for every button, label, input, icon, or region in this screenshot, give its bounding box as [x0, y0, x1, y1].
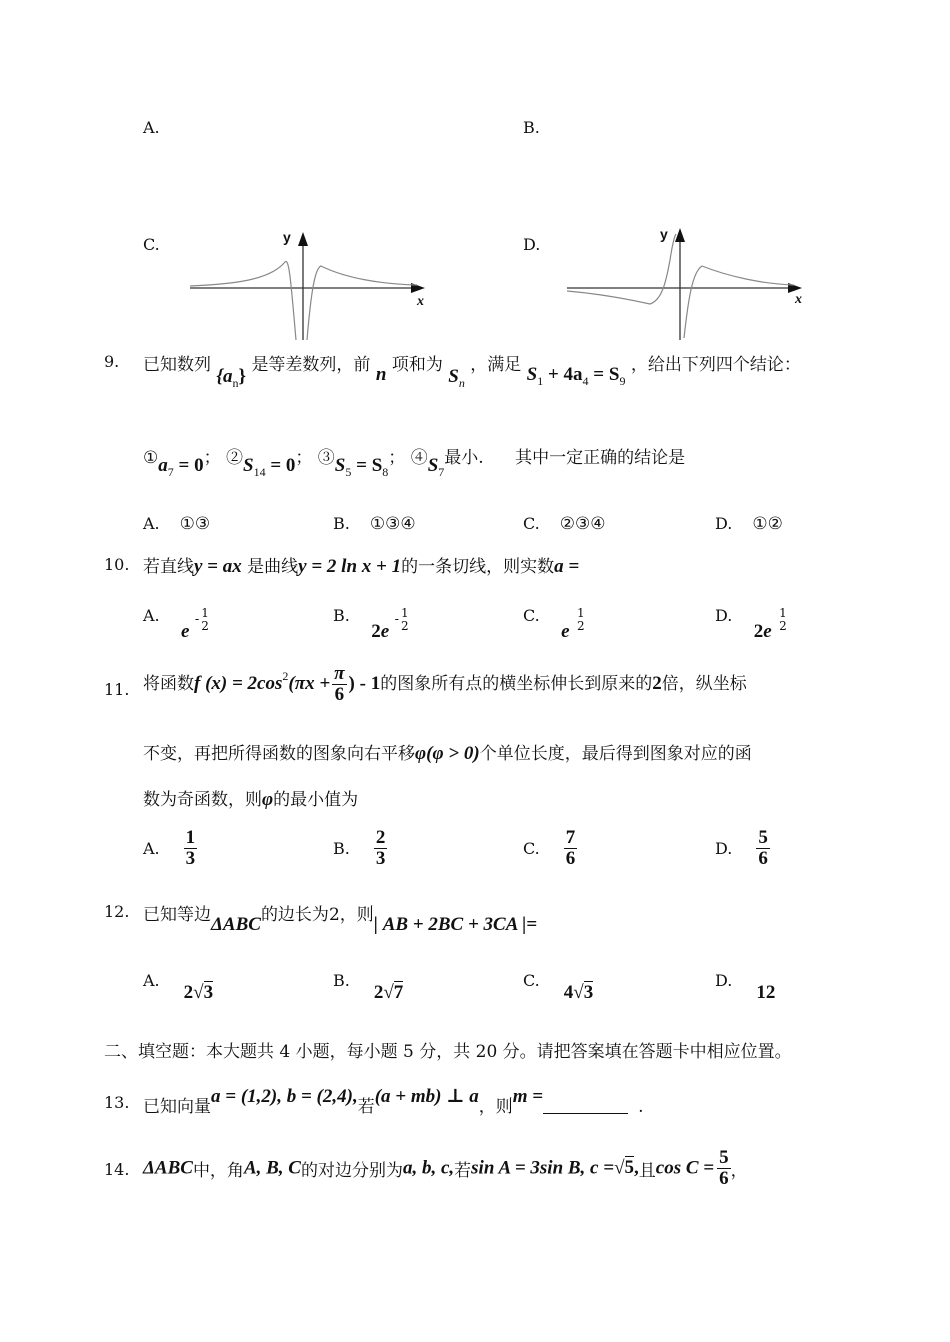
section2-heading: 二、填空题：本大题共 4 小题，每小题 5 分，共 20 分。请把答案填在答题卡中相应位置。	[104, 1042, 792, 1062]
q11-pi-den: 6	[334, 683, 345, 705]
q12-option-a-coef: 2	[183, 982, 194, 1003]
q11-inner: (πx +	[288, 672, 331, 694]
q11-option-c	[523, 828, 577, 869]
q13-stem	[143, 1082, 644, 1117]
q9-tail: 其中一定正确的结论是	[515, 448, 686, 468]
q9-c3-sub2: 8	[382, 465, 389, 479]
q9-seq: {a	[216, 366, 233, 387]
q12-text3: ，则	[339, 905, 374, 925]
q11-f: f (x) = 2cos	[194, 672, 283, 694]
q9-cond-s1-sub: 1	[537, 374, 544, 388]
q10-stem	[143, 552, 579, 578]
q10-option-c-den: 2	[577, 618, 585, 633]
q10-option-c-num: 1	[577, 606, 585, 620]
q11-number: 11.	[104, 680, 130, 699]
q9-option-d-value: ①②	[752, 514, 783, 534]
q13-text2: 若	[357, 1097, 375, 1117]
q9-option-a-value: ①③	[179, 514, 211, 534]
q11-option-c-den: 6	[565, 847, 576, 869]
q9-S-sub: n	[458, 376, 465, 390]
q8-option-c: C.	[143, 235, 160, 254]
q10-text3: 的一条切线，则实数	[401, 557, 555, 577]
graph-d	[562, 222, 812, 344]
graph-c-y-label: y	[283, 229, 291, 245]
q9-option-a	[143, 514, 210, 534]
q9-c2-s: S	[242, 455, 254, 476]
q12-option-b-coef: 2	[373, 982, 384, 1003]
q14-comma: ,	[634, 1157, 639, 1179]
q13-answer-blank[interactable]	[543, 1113, 628, 1114]
q9-c3-mark: ③	[317, 448, 335, 468]
q9-c1-eq: = 0	[173, 455, 204, 476]
q12-option-c-label: C.	[523, 971, 540, 990]
q9-c2-mark: ②	[225, 448, 243, 468]
q9-option-b	[333, 514, 416, 534]
q10-option-a	[143, 605, 209, 643]
q14-den: 6	[719, 1167, 729, 1189]
q9-c3-eq: = S	[351, 455, 383, 476]
q14-sides: a, b, c,	[402, 1157, 455, 1179]
q9-option-c-label: C.	[523, 514, 540, 533]
q11-phi-cond: φ(φ > 0)	[415, 743, 480, 764]
q14-cond: sin A = 3sin B, c =	[471, 1157, 615, 1179]
q11-pi-num: π	[334, 663, 345, 684]
q9-option-a-label: A.	[143, 514, 160, 533]
q12-option-a: A.2√3	[143, 971, 214, 1003]
q12-stem	[143, 900, 538, 935]
q11-two: 2	[652, 672, 662, 694]
q11-stem-line2	[143, 739, 752, 765]
q12-text2: 的边长为	[260, 905, 329, 925]
q12-option-b: B.2√7	[333, 971, 404, 1003]
q9-sep1: ；	[203, 448, 221, 468]
graph-d-curve-right	[684, 266, 794, 338]
q9-text1: 已知数列	[143, 355, 211, 375]
q10-option-b-label: B.	[333, 606, 350, 626]
q14-num: 5	[719, 1147, 729, 1168]
q11-option-a-num: 1	[185, 827, 196, 848]
q12-option-c-coef: 4	[563, 982, 574, 1003]
q9-text5: ，给出下列四个结论：	[630, 355, 801, 375]
q9-conclusions	[143, 443, 686, 479]
q11-line2a: 不变，再把所得函数的图象向右平移	[143, 744, 415, 764]
q14-angles: A, B, C	[243, 1157, 301, 1179]
q10-option-b-coef: 2	[371, 621, 381, 643]
q14-stem: ΔABC中，角A, B, C的对边分别为a, b, c,若sin A = 3sin B, c =√5,且cos C = $\frac{5}{6}$ ，	[143, 1147, 748, 1189]
q13-m: m =	[512, 1086, 544, 1107]
q11-option-c-num: 7	[565, 827, 576, 848]
q10-option-b-base: e	[380, 621, 390, 643]
q11-option-d-label: D.	[715, 838, 733, 858]
q13-end: .	[638, 1097, 644, 1117]
q13-vecs: a = (1,2), b = (2,4),	[211, 1086, 358, 1107]
q12-expr: | AB + 2BC + 3CA |=	[373, 914, 538, 935]
q9-option-b-value: ①③④	[369, 514, 416, 534]
q10-option-a-sign: -	[194, 612, 200, 628]
q9-c4-s: S	[427, 455, 439, 476]
q9-option-d	[715, 514, 783, 534]
q11-option-a	[143, 828, 197, 869]
q11-option-a-den: 3	[185, 847, 196, 869]
q12-option-d-label: D.	[715, 971, 733, 990]
q12-text1: 已知等边	[143, 905, 211, 925]
q11-text3: 倍，纵坐标	[661, 673, 747, 694]
q10-option-a-num: 1	[201, 606, 209, 620]
q10-a: a =	[554, 556, 580, 577]
q13-cond: (a + mb) ⊥ a	[374, 1086, 479, 1107]
q9-c1-a: a	[158, 455, 168, 476]
q11-line3a: 数为奇函数，则	[143, 790, 262, 810]
q9-cond-s1: S	[526, 364, 538, 385]
q14-text1: 中，角	[192, 1160, 244, 1181]
q12-option-c-rad: 3	[583, 982, 594, 1003]
q10-option-d-label: D.	[715, 606, 733, 626]
q11-option-d-num: 5	[758, 827, 768, 848]
q9-cond-plus: + 4a	[543, 364, 583, 385]
q10-option-d-coef: 2	[753, 621, 764, 643]
q11-phi: φ	[262, 789, 274, 810]
q9-c1-sub: 7	[167, 465, 174, 479]
q13-number: 13.	[104, 1093, 130, 1112]
q10-option-b-sign: -	[394, 612, 399, 628]
graph-c-y-arrow	[298, 232, 308, 246]
q10-option-c-label: C.	[523, 606, 540, 626]
q9-c3-sub: 5	[345, 465, 352, 479]
q11-option-d-den: 6	[758, 847, 768, 869]
q14-tri: ΔABC	[143, 1157, 193, 1179]
q14-number: 14.	[104, 1160, 130, 1179]
q9-text4: ，满足	[470, 355, 522, 375]
q11-option-c-label: C.	[523, 838, 540, 858]
graph-c	[185, 222, 435, 344]
q9-cond-a-sub: 4	[582, 374, 589, 388]
q10-option-d-base: e	[763, 621, 772, 643]
q13-text1: 已知向量	[143, 1097, 211, 1117]
q11-sq: 2	[282, 668, 289, 683]
q11-option-b-label: B.	[333, 838, 350, 858]
q10-text2: 是曲线	[247, 557, 299, 577]
q9-seq-close: }	[238, 366, 247, 387]
q9-text2: 是等差数列，前	[251, 355, 371, 375]
q10-text1: 若直线	[143, 557, 194, 577]
q10-option-b	[333, 605, 409, 643]
q12-option-b-rad: 7	[393, 982, 404, 1003]
q10-option-d-den: 2	[779, 618, 787, 633]
q9-number: 9.	[104, 352, 120, 371]
graph-d-x-label: x	[795, 292, 802, 307]
q9-sep2: ；	[295, 448, 313, 468]
q8-option-b: B.	[523, 118, 540, 137]
q10-option-c-base: e	[561, 621, 570, 643]
q9-option-c	[523, 514, 606, 534]
q9-stem	[143, 350, 801, 390]
q11-option-b-num: 2	[375, 827, 386, 848]
q13-text3: ，则	[478, 1097, 513, 1117]
q10-option-d	[715, 605, 787, 643]
q9-text3: 项和为	[391, 355, 443, 375]
q14-cos: cos C =	[655, 1157, 715, 1179]
q11-tail-f: ) - 1	[348, 672, 381, 694]
q8-option-a: A.	[143, 118, 160, 137]
q10-option-a-base: e	[181, 621, 190, 643]
q12-number: 12.	[104, 902, 130, 921]
q12-len: 2	[328, 905, 340, 925]
q12-option-b-label: B.	[333, 971, 350, 990]
q9-option-c-value: ②③④	[559, 514, 606, 534]
q9-c2-sub: 14	[253, 465, 266, 479]
q12-option-d	[715, 970, 776, 1003]
q11-option-d	[715, 828, 770, 869]
q12-option-d-value: 12	[756, 982, 776, 1003]
q11-option-a-label: A.	[143, 838, 160, 858]
q10-option-a-den: 2	[201, 618, 209, 633]
q10-option-b-den: 2	[401, 618, 409, 633]
graph-d-curve-left	[567, 234, 676, 304]
q9-option-d-label: D.	[715, 514, 733, 533]
q12-option-a-label: A.	[143, 971, 160, 990]
q12-tri: ΔABC	[211, 914, 261, 935]
q12-option-a-rad: 3	[203, 982, 214, 1003]
graph-d-y-arrow	[675, 228, 685, 242]
graph-d-y-label: y	[660, 226, 668, 242]
q11-option-b	[333, 828, 387, 869]
q9-c3-s: S	[334, 455, 346, 476]
q9-c4-text: 最小.	[444, 448, 484, 468]
q10-option-d-num: 1	[779, 606, 787, 620]
q9-c2-eq: = 0	[265, 455, 296, 476]
q9-sep3: ；	[388, 448, 406, 468]
q10-line: y = ax	[194, 556, 242, 577]
q14-text2: 的对边分别为	[300, 1160, 403, 1181]
graph-c-x-label: x	[417, 294, 424, 309]
q9-c4-sub: 7	[438, 465, 445, 479]
q11-line2b: 个单位长度，最后得到图象对应的函	[479, 744, 752, 764]
q11-line3b: 的最小值为	[273, 790, 359, 810]
q11-stem-line1	[143, 664, 747, 705]
q10-number: 10.	[104, 555, 130, 574]
q11-option-b-den: 3	[375, 847, 386, 869]
q14-text4: 且	[638, 1160, 656, 1181]
q10-curve: y = 2 ln x + 1	[298, 556, 402, 577]
q9-seq-sub: n	[232, 376, 239, 390]
graph-c-curve-right	[307, 266, 417, 340]
q9-option-b-label: B.	[333, 514, 350, 533]
q11-text1: 将函数	[143, 673, 194, 694]
q14-end: ，	[730, 1160, 748, 1181]
q8-option-d: D.	[523, 235, 541, 254]
q10-option-a-label: A.	[143, 606, 160, 626]
q14-root: 5	[624, 1157, 635, 1179]
q11-stem-line3	[143, 785, 358, 811]
q9-n: n	[375, 364, 387, 385]
q10-option-c	[523, 605, 585, 643]
q9-c1-mark: ①	[143, 448, 159, 468]
q9-cond-eq: = S	[588, 364, 620, 385]
q9-cond-s9-sub: 9	[619, 374, 626, 388]
q11-text2: 的图象所有点的横坐标伸长到原来的	[380, 673, 653, 694]
q9-c4-mark: ④	[410, 448, 428, 468]
q9-S: S	[448, 366, 459, 387]
graph-c-curve-left	[190, 261, 296, 340]
q14-text3: 若	[454, 1160, 472, 1181]
q10-option-b-num: 1	[401, 606, 409, 620]
q12-option-c: C.4√3	[523, 971, 594, 1003]
